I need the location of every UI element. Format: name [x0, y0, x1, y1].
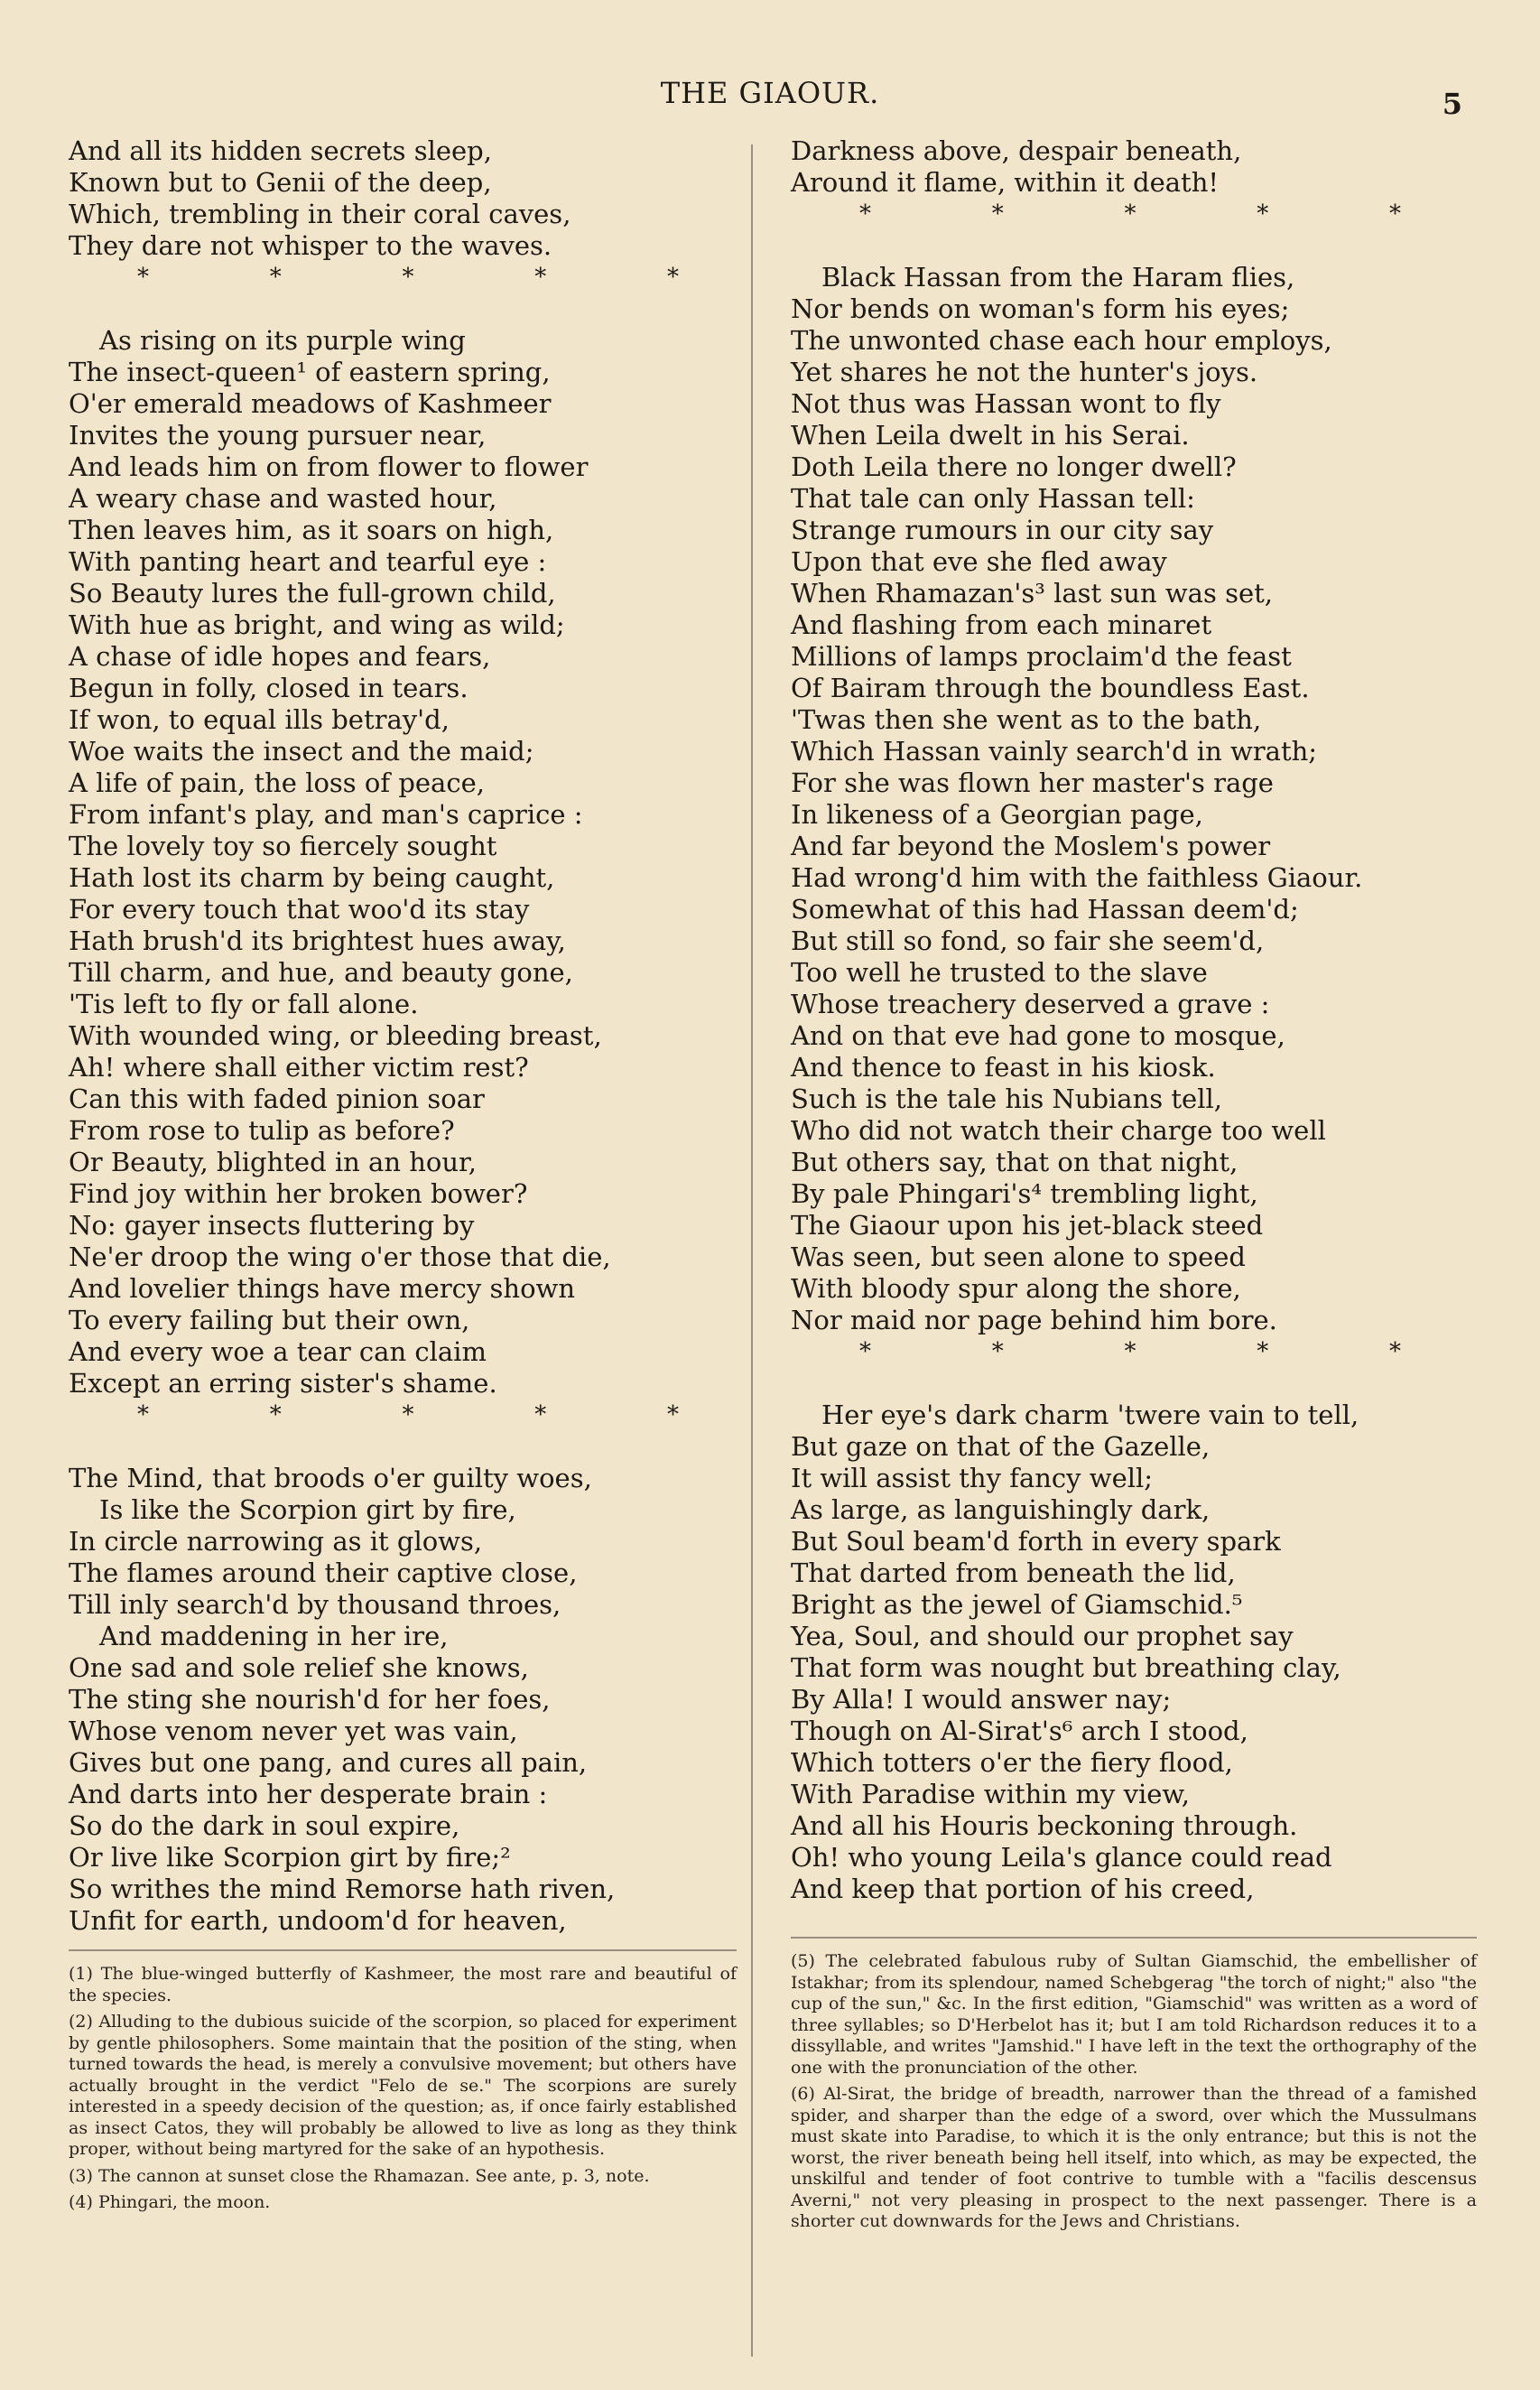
verse-line: Is like the Scorpion girt by fire, — [99, 1494, 516, 1525]
footnote: (2) Alluding to the dubious suicide of the scorpion, so placed for experiment by gentle philosophers. Some maintain that the position of the sting, when turned towards the head, is merely a convulsive movement; but others have actually brought in the verdict "Felo de se." The scorpions are surely interested in a speedy decision of the question; as, if once fairly established as insect Catos, they will probably be allowed to live as long as they think proper, without being martyred for the sake of an hypothesis. — [69, 2012, 737, 2159]
verse-line: Ne'er droop the wing o'er those that die, — [69, 1241, 611, 1272]
verse-line: Bright as the jewel of Giamschid.⁵ — [791, 1589, 1243, 1620]
verse-line: By pale Phingari's⁴ trembling light, — [791, 1178, 1258, 1209]
verse-line: So Beauty lures the full-grown child, — [69, 578, 556, 609]
verse-line: But still so fond, so fair she seem'd, — [791, 925, 1265, 956]
verse-line: The insect-queen¹ of eastern spring, — [69, 357, 551, 387]
verse-line: So writhes the mind Remorse hath riven, — [69, 1874, 616, 1904]
verse-line: Hath brush'd its brightest hues away, — [69, 925, 566, 956]
section-break-stars: * * * * * — [859, 200, 1401, 228]
left-column — [69, 135, 737, 2219]
page-header — [0, 76, 1540, 121]
verse-line: Was seen, but seen alone to speed — [791, 1241, 1246, 1272]
footnote: (1) The blue-winged butterfly of Kashmeer, the most rare and beautiful of the species. — [69, 1964, 737, 2005]
verse-line: Till charm, and hue, and beauty gone, — [69, 957, 573, 988]
left-footnotes — [69, 1964, 737, 2214]
verse-line: And all his Houris beckoning through. — [791, 1810, 1298, 1841]
page-number: 5 — [1442, 87, 1462, 121]
verse-line: That tale can only Hassan tell: — [791, 483, 1195, 514]
verse-line: Which Hassan vainly search'd in wrath; — [791, 736, 1318, 767]
verse-line: Can this with faded pinion soar — [69, 1083, 485, 1114]
verse-line: Then leaves him, as it soars on high, — [69, 515, 554, 545]
verse-line: And all its hidden secrets sleep, — [69, 135, 492, 166]
verse-line: They dare not whisper to the waves. — [69, 230, 552, 261]
verse-line: Which, trembling in their coral caves, — [69, 199, 571, 229]
verse-line: Unfit for earth, undoom'd for heaven, — [69, 1905, 567, 1936]
verse-line: And maddening in her ire, — [99, 1621, 449, 1651]
running-title: THE GIAOUR. — [660, 76, 880, 110]
verse-line: Invites the young pursuer near, — [69, 420, 487, 451]
verse-line: From infant's play, and man's caprice : — [69, 799, 583, 830]
verse-line: If won, to equal ills betray'd, — [69, 704, 450, 735]
verse-line: In likeness of a Georgian page, — [791, 799, 1203, 830]
verse-line: With Paradise within my view, — [791, 1779, 1190, 1809]
verse-line: That form was nought but breathing clay, — [791, 1652, 1341, 1683]
right-stanza-3 — [791, 1400, 1477, 1905]
verse-line: Or Beauty, blighted in an hour, — [69, 1147, 477, 1177]
section-break-stars: * * * * * — [859, 1338, 1401, 1365]
verse-line: One sad and sole relief she knows, — [69, 1652, 529, 1683]
column-divider — [751, 144, 753, 2357]
verse-line: With bloody spur along the shore, — [791, 1273, 1241, 1304]
verse-line: As large, as languishingly dark, — [791, 1494, 1211, 1525]
verse-line: Black Hassan from the Haram flies, — [821, 262, 1295, 293]
verse-line: Yet shares he not the hunter's joys. — [791, 357, 1258, 387]
verse-line: The Giaour upon his jet-black steed — [791, 1210, 1264, 1241]
verse-line: A life of pain, the loss of peace, — [69, 767, 485, 798]
verse-line: The flames around their captive close, — [69, 1558, 578, 1588]
verse-line: Till inly search'd by thousand throes, — [69, 1589, 561, 1620]
verse-line: Gives but one pang, and cures all pain, — [69, 1747, 588, 1778]
right-stanza-1 — [791, 135, 1477, 199]
verse-line: Whose treachery deserved a grave : — [791, 989, 1270, 1019]
verse-line: Ah! where shall either victim rest? — [69, 1052, 529, 1083]
verse-line: As rising on its purple wing — [99, 325, 466, 356]
verse-line: Which totters o'er the fiery flood, — [791, 1747, 1233, 1778]
verse-line: Woe waits the insect and the maid; — [69, 736, 534, 767]
verse-line: Not thus was Hassan wont to fly — [791, 388, 1221, 419]
verse-line: Darkness above, despair beneath, — [791, 135, 1242, 166]
right-footnotes — [791, 1951, 1477, 2233]
verse-line: O'er emerald meadows of Kashmeer — [69, 388, 552, 419]
right-column — [791, 135, 1477, 2238]
verse-line: Around it flame, within it death! — [791, 167, 1220, 198]
verse-line: Whose venom never yet was vain, — [69, 1716, 518, 1746]
verse-line: With hue as bright, and wing as wild; — [69, 609, 565, 640]
verse-line: In circle narrowing as it glows, — [69, 1526, 483, 1557]
verse-line: Or live like Scorpion girt by fire;² — [69, 1842, 511, 1873]
verse-line: But others say, that on that night, — [791, 1147, 1238, 1177]
verse-line: Nor bends on woman's form his eyes; — [791, 293, 1290, 324]
section-break-stars: * * * * * — [137, 1401, 679, 1428]
footnote: (5) The celebrated fabulous ruby of Sultan Giamschid, the embellisher of Istakhar; from its splendour, named Schebgerag "the torch of night;" also "the cup of the sun," &c. In the first edition, "Giamschid" was written as a word of three syllables; so D'Herbelot has it; but I am told Richardson reduces it to a dissyllable, and writes "Jamshid." I have left in the text the orthography of the one with the pronunciation of the other. — [791, 1951, 1477, 2078]
verse-line: And on that eve had gone to mosque, — [791, 1020, 1285, 1051]
verse-line: Find joy within her broken bower? — [69, 1178, 528, 1209]
footnote: (4) Phingari, the moon. — [69, 2192, 271, 2212]
verse-line: No: gayer insects fluttering by — [69, 1210, 475, 1241]
verse-line: Who did not watch their charge too well — [791, 1115, 1326, 1146]
verse-line: And far beyond the Moslem's power — [791, 831, 1271, 861]
verse-line: By Alla! I would answer nay; — [791, 1684, 1172, 1715]
footnote: (6) Al-Sirat, the bridge of breadth, narrower than the thread of a famished spider, and sharper than the edge of a sword, over which the Mussulmans must skate into Paradise, to which it is the only entrance; but this is not the worst, the river beneath being hell itself, into which, as may be expected, the unskilful and tender of foot contrive to tumble with a "facilis descensus Averni," not very pleasing in prospect to the next passenger. There is a shorter cut downwards for the Jews and Christians. — [791, 2084, 1477, 2231]
verse-line: With wounded wing, or bleeding breast, — [69, 1020, 602, 1051]
verse-line: And flashing from each minaret — [791, 609, 1212, 640]
verse-line: And thence to feast in his kiosk. — [791, 1052, 1216, 1083]
verse-line: So do the dark in soul expire, — [69, 1810, 460, 1841]
left-stanza-1 — [69, 135, 737, 262]
verse-line: The lovely toy so fiercely sought — [69, 831, 497, 861]
verse-line: Had wrong'd him with the faithless Giaour. — [791, 862, 1363, 893]
verse-line: Nor maid nor page behind him bore. — [791, 1305, 1277, 1335]
verse-line: Hath lost its charm by being caught, — [69, 862, 555, 893]
verse-line: Doth Leila there no longer dwell? — [791, 451, 1237, 482]
verse-line: The Mind, that broods o'er guilty woes, — [69, 1463, 592, 1493]
section-break-stars: * * * * * — [137, 264, 679, 291]
verse-line: 'Twas then she went as to the bath, — [791, 704, 1262, 735]
verse-line: But Soul beam'd forth in every spark — [791, 1526, 1281, 1557]
footnote-rule — [791, 1937, 1477, 1939]
verse-line: Except an erring sister's shame. — [69, 1368, 497, 1399]
verse-line: When Rhamazan's³ last sun was set, — [791, 578, 1273, 609]
verse-line: Such is the tale his Nubians tell, — [791, 1083, 1222, 1114]
verse-line: But gaze on that of the Gazelle, — [791, 1431, 1211, 1462]
verse-line: Her eye's dark charm 'twere vain to tell, — [821, 1400, 1359, 1430]
verse-line: Millions of lamps proclaim'd the feast — [791, 641, 1292, 672]
verse-line: Though on Al-Sirat's⁶ arch I stood, — [791, 1716, 1248, 1746]
verse-line: From rose to tulip as before? — [69, 1115, 455, 1146]
verse-line: Yea, Soul, and should our prophet say — [791, 1621, 1294, 1651]
verse-line: And lovelier things have mercy shown — [69, 1273, 576, 1304]
verse-line: Begun in folly, closed in tears. — [69, 673, 468, 703]
verse-line: Of Bairam through the boundless East. — [791, 673, 1310, 703]
verse-line: That darted from beneath the lid, — [791, 1558, 1236, 1588]
verse-line: The unwonted chase each hour employs, — [791, 325, 1332, 356]
verse-line: And darts into her desperate brain : — [69, 1779, 548, 1809]
verse-line: Strange rumours in our city say — [791, 515, 1214, 545]
verse-line: A weary chase and wasted hour, — [69, 483, 497, 514]
verse-line: For she was flown her master's rage — [791, 767, 1274, 798]
verse-line: Too well he trusted to the slave — [791, 957, 1208, 988]
verse-line: Somewhat of this had Hassan deem'd; — [791, 894, 1299, 925]
left-stanza-2 — [69, 325, 737, 1400]
footnote-rule — [69, 1949, 737, 1951]
verse-line: A chase of idle hopes and fears, — [69, 641, 491, 672]
verse-line: And every woe a tear can claim — [69, 1336, 487, 1367]
right-stanza-2 — [791, 262, 1477, 1336]
verse-line: When Leila dwelt in his Serai. — [791, 420, 1190, 451]
verse-line: With panting heart and tearful eye : — [69, 546, 547, 577]
verse-line: And leads him on from flower to flower — [69, 451, 589, 482]
verse-line: It will assist thy fancy well; — [791, 1463, 1154, 1493]
left-stanza-3 — [69, 1463, 737, 1937]
footnote: (3) The cannon at sunset close the Rhamazan. See ante, p. 3, note. — [69, 2165, 650, 2186]
verse-line: The sting she nourish'd for her foes, — [69, 1684, 551, 1715]
verse-line: Known but to Genii of the deep, — [69, 167, 492, 198]
verse-line: Upon that eve she fled away — [791, 546, 1167, 577]
verse-line: For every touch that woo'd its stay — [69, 894, 530, 925]
verse-line: To every failing but their own, — [69, 1305, 470, 1335]
verse-line: Oh! who young Leila's glance could read — [791, 1842, 1332, 1873]
verse-line: And keep that portion of his creed, — [791, 1874, 1255, 1904]
verse-line: 'Tis left to fly or fall alone. — [69, 989, 419, 1019]
